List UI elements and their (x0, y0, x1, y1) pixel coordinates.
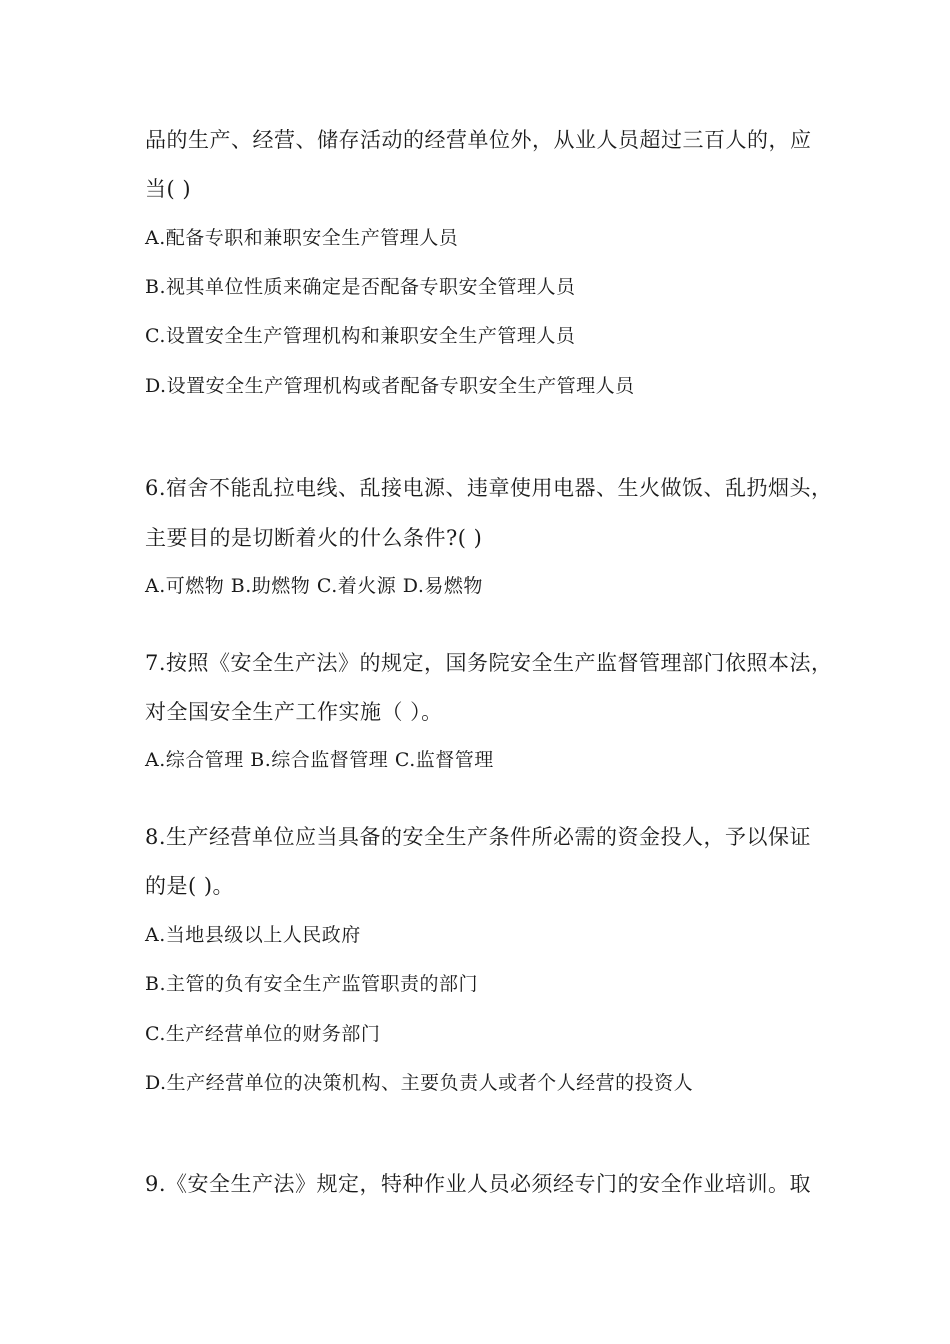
question-8-option-a: A.当地县级以上人民政府 (145, 924, 361, 946)
question-8-option-d: D.生产经营单位的决策机构、主要负责人或者个人经营的投资人 (145, 1072, 694, 1094)
question-5-text-line-1: 品的生产、经营、储存活动的经营单位外，从业人员超过三百人的，应 (145, 128, 812, 152)
question-7-text-line-1: 7.按照《安全生产法》的规定，国务院安全生产监督管理部门依照本法， (145, 651, 833, 675)
question-6-options: A.可燃物 B.助燃物 C.着火源 D.易燃物 (145, 575, 483, 597)
question-6-text-line-1: 6.宿舍不能乱拉电线、乱接电源、违章使用电器、生火做饭、乱扔烟头， (145, 476, 833, 500)
question-6-text-line-2: 主要目的是切断着火的什么条件?( ) (145, 526, 483, 550)
question-5-option-a: A.配备专职和兼职安全生产管理人员 (145, 227, 459, 249)
question-7-text-line-2: 对全国安全生产工作实施（ ）。 (145, 700, 443, 724)
question-8-text-line-1: 8.生产经营单位应当具备的安全生产条件所必需的资金投人，予以保证 (145, 825, 812, 849)
question-9-text-line-1: 9.《安全生产法》规定，特种作业人员必须经专门的安全作业培训。取 (145, 1172, 812, 1196)
question-5-option-d: D.设置安全生产管理机构或者配备专职安全生产管理人员 (145, 375, 635, 397)
question-5-option-c: C.设置安全生产管理机构和兼职安全生产管理人员 (145, 325, 576, 347)
question-5-text-line-2: 当( ) (145, 177, 192, 201)
question-8-option-b: B.主管的负有安全生产监管职责的部门 (145, 973, 479, 995)
question-8-text-line-2: 的是( )。 (145, 874, 235, 898)
question-8-option-c: C.生产经营单位的财务部门 (145, 1023, 381, 1045)
question-7-options: A.综合管理 B.综合监督管理 C.监督管理 (145, 749, 494, 771)
question-5-option-b: B.视其单位性质来确定是否配备专职安全管理人员 (145, 276, 576, 298)
